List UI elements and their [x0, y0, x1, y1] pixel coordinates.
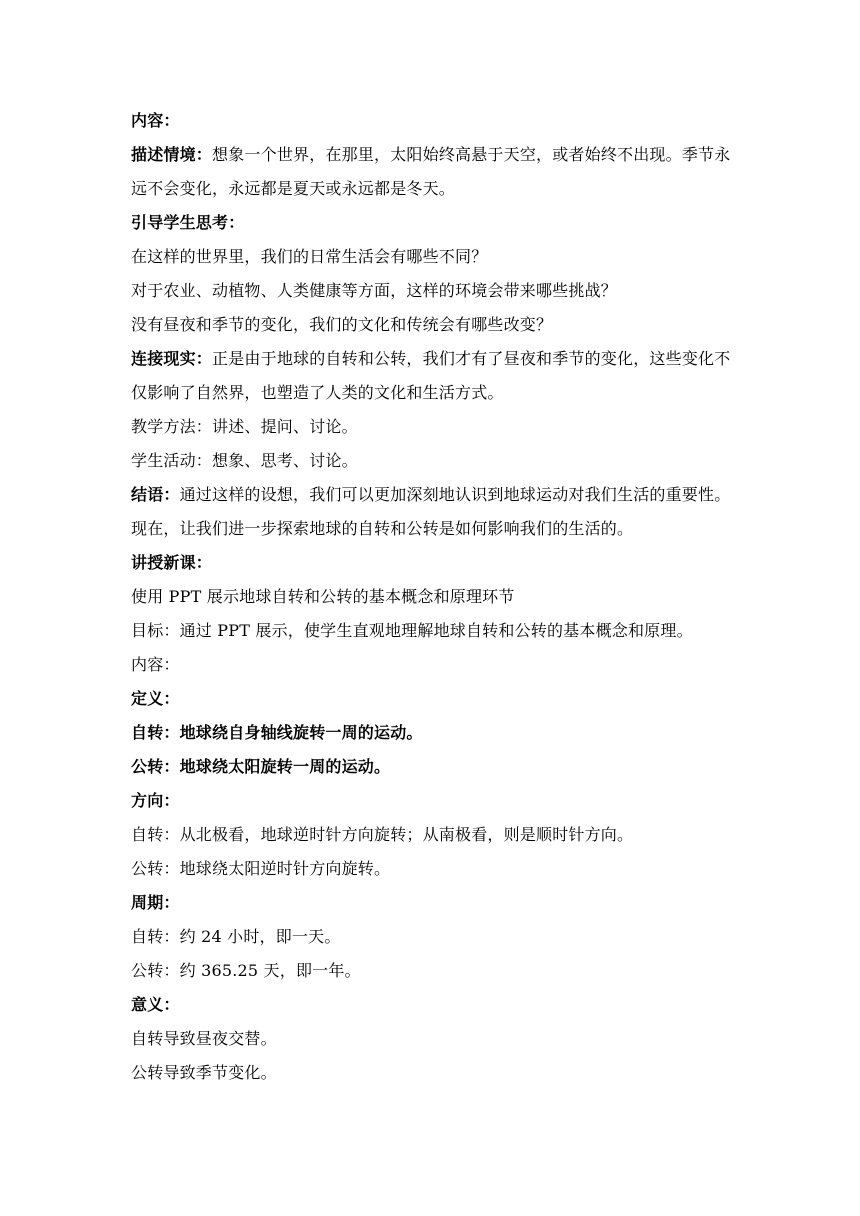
document-body [131, 104, 741, 1090]
reality-paragraph [131, 342, 741, 410]
meaning-rotation: 自转导致昼夜交替。 [131, 1029, 277, 1048]
question-1: 在这样的世界里，我们的日常生活会有哪些不同？ [131, 247, 488, 266]
definition-rotation: 自转：地球绕自身轴线旋转一周的运动。 [131, 723, 423, 742]
goal-line: 目标：通过 PPT 展示，使学生直观地理解地球自转和公转的基本概念和原理。 [131, 621, 693, 640]
question-3: 没有昼夜和季节的变化，我们的文化和传统会有哪些改变？ [131, 315, 553, 334]
definition-heading: 定义： [131, 689, 180, 708]
content-label: 内容： [131, 111, 180, 130]
conclusion-paragraph [131, 478, 741, 546]
reality-label: 连接现实： [131, 349, 213, 368]
student-activity: 学生活动：想象、思考、讨论。 [131, 451, 358, 470]
meaning-revolution: 公转导致季节变化。 [131, 1063, 277, 1082]
reality-text: 正是由于地球的自转和公转，我们才有了昼夜和季节的变化，这些变化不仅影响了自然界，也塑造了人类的文化和生活方式。 [131, 349, 731, 402]
direction-heading: 方向： [131, 791, 180, 810]
direction-rotation: 自转：从北极看，地球逆时针方向旋转；从南极看，则是顺时针方向。 [131, 825, 634, 844]
teaching-method: 教学方法：讲述、提问、讨论。 [131, 417, 358, 436]
definition-revolution: 公转：地球绕太阳旋转一周的运动。 [131, 757, 391, 776]
period-heading: 周期： [131, 893, 180, 912]
direction-revolution: 公转：地球绕太阳逆时针方向旋转。 [131, 859, 391, 878]
meaning-heading: 意义： [131, 995, 180, 1014]
conclusion-text: 通过这样的设想，我们可以更加深刻地认识到地球运动对我们生活的重要性。现在，让我们进一步探索地球的自转和公转是如何影响我们的生活的。 [131, 485, 731, 538]
period-revolution: 公转：约 365.25 天，即一年。 [131, 961, 361, 980]
scenario-text: 想象一个世界，在那里，太阳始终高悬于天空，或者始终不出现。季节永远不会变化，永远都是夏天或永远都是冬天。 [131, 145, 731, 198]
period-rotation: 自转：约 24 小时，即一天。 [131, 927, 341, 946]
question-2: 对于农业、动植物、人类健康等方面，这样的环境会带来哪些挑战？ [131, 281, 618, 300]
new-lesson-heading: 讲授新课： [131, 553, 213, 572]
ppt-line: 使用 PPT 展示地球自转和公转的基本概念和原理环节 [131, 587, 515, 606]
scenario-label: 描述情境： [131, 145, 213, 164]
content-label-2: 内容： [131, 655, 180, 674]
scenario-paragraph [131, 138, 741, 206]
guide-heading: 引导学生思考： [131, 213, 245, 232]
conclusion-label: 结语： [131, 485, 180, 504]
